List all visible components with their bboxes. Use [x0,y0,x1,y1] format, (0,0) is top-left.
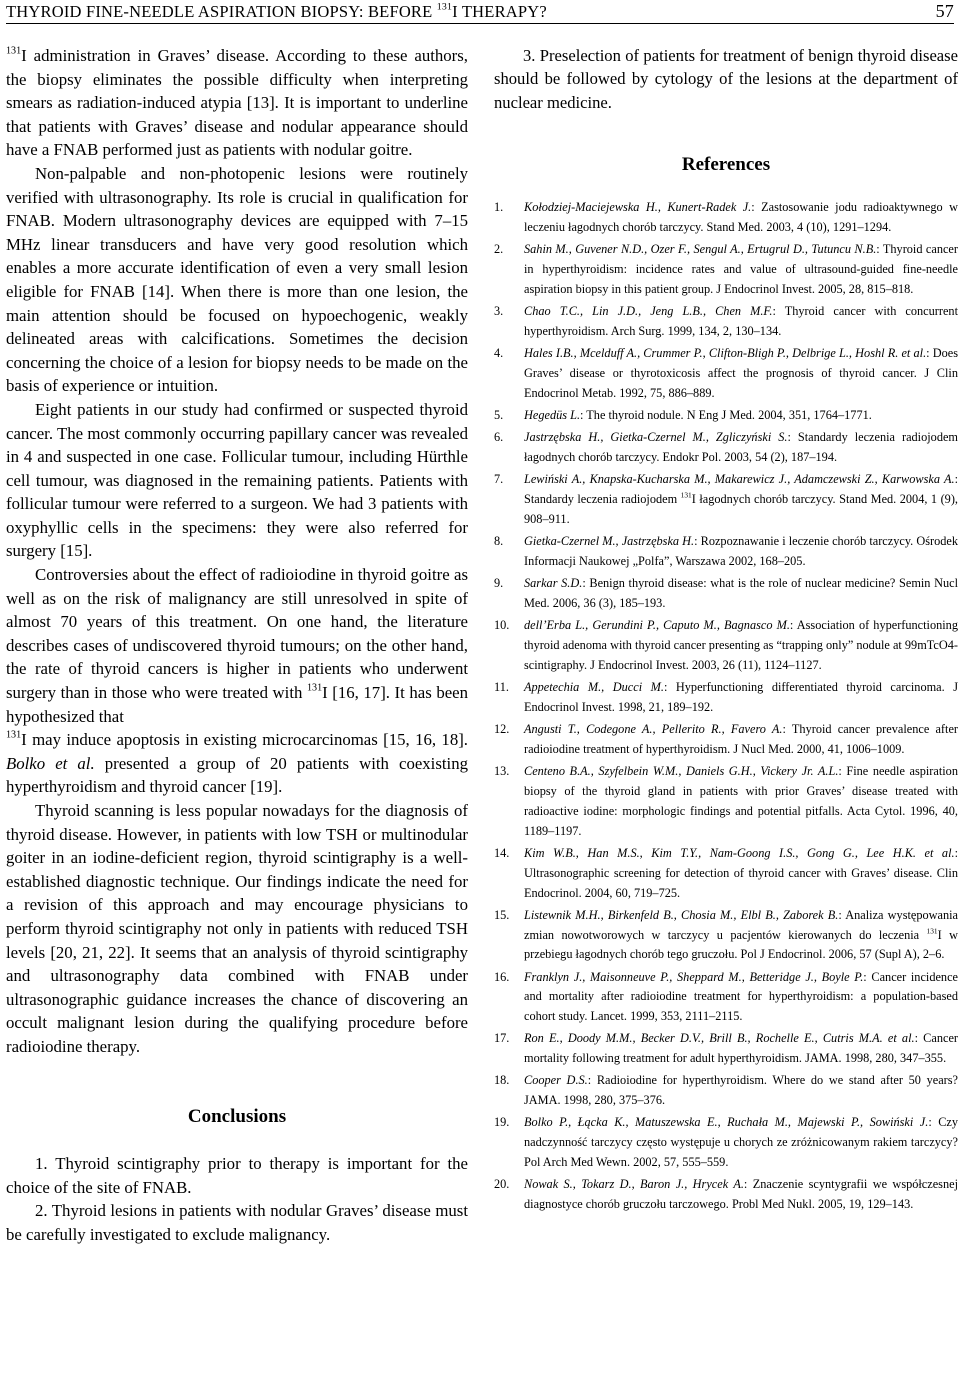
reference-number: 5. [494,408,504,423]
reference-item [494,406,958,426]
reference-authors: Hales I.B., Mcelduff A., Crummer P., Clifton-Bligh P., Delbrige L., Hoshl R. et al. [524,346,927,361]
reference-authors: dell’Erba L., Gerundini P., Caputo M., Bagnasco M. [524,618,790,633]
reference-text: : Znaczenie scyntygrafii we współczesnej diagnostyce chorób gruczołu tarczowego. Probl Med Nukl. 2005, 19, 129–143. [524,1177,958,1212]
reference-item [494,302,958,342]
reference-number: 4. [494,346,504,361]
paragraph-text: presented a group of 20 patients with coexisting hyperthyroidism and thyroid cancer [19]. [6,753,468,797]
reference-item [494,906,958,966]
header-rule [6,23,954,24]
reference-item [494,470,958,530]
reference-text: : Standardy leczenia radiojodem [524,472,958,507]
running-header [6,0,954,24]
reference-number: 10. [494,618,510,633]
isotope-superscript: 131 [306,682,323,694]
paragraph-controversies [6,563,468,799]
reference-number: 3. [494,304,504,319]
reference-number: 6. [494,430,504,445]
reference-authors: Cooper D.S. [524,1073,588,1088]
reference-text: : Thyroid cancer in hyperthyroidism: incidence rates and value of ultrasound-guided fine-needle aspiration biopsy in this patient group. J Endocrinol Invest. 2005, 28, 815–818. [524,242,958,297]
running-title-text: THYROID FINE-NEEDLE ASPIRATION BIOPSY: BEFORE [6,2,437,21]
reference-authors: Chao T.C., Lin J.D., Jeng L.B., Chen M.F. [524,304,773,319]
reference-text: : Thyroid cancer with concurrent hyperthyroidism. Arch Surg. 1999, 134, 2, 130–134. [524,304,958,339]
reference-item [494,720,958,760]
reference-text: : Czy nadczynność tarczycy często występuje u chorych ze zróżnicowanym rakiem tarczycy? Pol Arch Med Wewn. 2002, 57, 555–559. [524,1115,958,1170]
reference-number: 12. [494,721,510,736]
paragraph-text: I administration in Graves’ disease. According to these authors, the biopsy eliminates the possible difficulty when interpreting smears as radiation-induced atypia [13]. It is important to underline that patients with Graves’ disease and nodular appearance should have a FNAB performed just as patients with nodular goitre. [6,46,468,160]
reference-number: 7. [494,472,504,487]
reference-authors: Ron E., Doody M.M., Becker D.V., Brill B., Rochelle E., Cutris M.A. et al. [524,1031,915,1046]
reference-text-end: I łagodnych chorób tarczycy. Stand Med. 2004, 1 (9), 908–911. [524,492,959,526]
conclusion-item-3: 3. Preselection of patients for treatment of benign thyroid disease should be followed by cytology of the lesions at the department of nuclear medicine. [494,46,958,112]
reference-text: : The thyroid nodule. N Eng J Med. 2004, 351, 1764–1771. [580,408,872,423]
reference-authors: Angusti T., Codegone A., Pellerito R., Favero A. [524,721,783,736]
reference-authors: Lewiński A., Knapska-Kucharska M., Makarewicz J., Adamczewski Z., Karwowska A. [524,472,955,487]
reference-item [494,574,958,614]
reference-item [494,198,958,238]
isotope-superscript: 131 [6,45,22,57]
reference-text-end: I w przebiegu łagodnych chorób tego gruczołu. Pol J Endocrinol. 2006, 57 (Supl A), 2–6. [524,927,958,962]
paragraph-ultrasonography: Non-palpable and non-photopenic lesions were routinely verified with ultrasonography. Its role is crucial in qualification for FNAB. Modern ultrasonography devices are equipped with 7–15 MHz linear transducers and have very good resolution which enables a more accurate identification of even a very small lesion eligible for FNAB [14]. When there is more than one lesion, the main attention should be focused on hypoechogenic, weakly delineated areas with calcifications. Sometimes the decision concerning the choice of a lesion for biopsy needs to be made on the basis of experience or intuition. [6,163,468,396]
reference-number: 9. [494,576,504,591]
paragraph-graves-biopsy [6,44,468,162]
conclusions-heading: Conclusions [187,1105,287,1127]
left-column [6,44,468,1247]
reference-text: : Rozpoznawanie i leczenie chorób tarczycy. Ośrodek Informacji Naukowej „Polfa”, Warszawa 2002, 168–205. [524,534,958,568]
reference-item [494,762,958,842]
reference-item [494,968,958,1028]
reference-item [494,344,958,404]
reference-number: 19. [494,1115,510,1130]
isotope-superscript: 131 [6,729,22,741]
reference-authors: Appetechia M., Ducci M. [524,679,664,694]
reference-authors: Kołodziej-Maciejewska H., Kunert-Radek J. [524,200,752,215]
reference-text: : Association of hyperfunctioning thyroid adenoma with thyroid cancer presenting as “trapping only” nodule at 99mTcO4- scintigraphy. J Endocrinol Invest. 2003, 26 (11), 1124–1127. [524,618,958,672]
right-column [494,44,958,1217]
reference-authors: Franklyn J., Maisonneuve P., Sheppard M., Betteridge J., Boyle P. [524,969,864,984]
reference-text: : Analiza występowania zmian nowotworowych w tarczycy u pacjentów kierowanych do leczenia [524,907,959,942]
reference-item [494,1071,958,1111]
reference-number: 17. [494,1031,510,1046]
running-title-text-end: I THERAPY? [452,2,547,21]
reference-text: : Cancer mortality following treatment for adult hyperthyroidism. JAMA. 1998, 280, 347–355. [524,1031,958,1066]
conclusion-item-2: 2. Thyroid lesions in patients with nodular Graves’ disease must be carefully investigated to exclude malignancy. [6,1201,468,1244]
reference-text: : Ultrasonographic screening for detection of thyroid cancer with Graves’ disease. Clin Endocrinol. 2004, 60, 719–725. [524,845,958,900]
paragraph-text: Controversies about the effect of radioiodine in thyroid goitre as well as on the risk of malignancy are still unresolved in spite of almost 70 years of this treatment. On one hand, the literature describes cases of undiscovered thyroid tumours; on the other hand, the rate of thyroid cancers is higher in patients who underwent surgery than in those who were treated with [6,565,468,703]
reference-text: : Cancer incidence and mortality after radioiodine treatment for hyperthyroidism: a population-based cohort study. Lancet. 1999, 353, 2111–2115. [524,969,958,1024]
reference-item [494,616,958,676]
reference-number: 18. [494,1073,510,1088]
reference-authors: Sahin M., Guvener N.D., Ozer F., Sengul A., Ertugrul D., Tutuncu N.B. [524,242,877,257]
paragraph-text: I may induce apoptosis in existing microcarcinomas [15, 16, 18]. [21,730,468,750]
reference-number: 8. [494,534,504,549]
reference-item [494,678,958,718]
reference-authors: Bolko P., Łącka K., Matuszewska E., Ruchała M., Majewski P., Sowiński J. [524,1115,929,1130]
reference-number: 13. [494,763,510,778]
references-list [494,198,958,1215]
reference-number: 14. [494,845,510,860]
paragraph-text: I [16, 17]. It has been hypothesized that [6,683,468,726]
reference-authors: Nowak S., Tokarz D., Baron J., Hrycek A. [524,1177,744,1192]
isotope-superscript: 131 [926,926,938,936]
citation-italic: Bolko et al. [6,753,95,773]
reference-item [494,240,958,300]
reference-text: : Benign thyroid disease: what is the role of nuclear medicine? Semin Nucl Med. 2006, 36 (3), 185–193. [524,576,958,610]
reference-text: : Hyperfunctioning differentiated thyroid carcinoma. J Endocrinol Invest. 1998, 21, 189–192. [524,679,958,714]
reference-text: : Fine needle aspiration biopsy of the thyroid gland in patients with prior Graves’ disease treated with radioactive iodine: morphologic findings and potential pitfalls. Acta Cytol. 1996, 40, 1189–1197. [524,763,958,838]
reference-authors: Kim W.B., Han M.S., Kim T.Y., Nam-Goong I.S., Gong G., Lee H.K. et al. [524,845,955,860]
reference-authors: Listewnik M.H., Birkenfeld B., Chosia M., Elbl B., Zaborek B. [524,907,839,922]
reference-number: 2. [494,242,504,257]
reference-text: : Thyroid cancer prevalence after radioiodine treatment of hyperthyroidism. J Nucl Med. 2000, 41, 1006–1009. [524,721,959,756]
reference-item [494,428,958,468]
references-heading: References [681,154,771,176]
running-title [6,1,547,23]
reference-number: 1. [494,200,504,215]
running-title-superscript: 131 [436,1,453,13]
page-number: 57 [935,1,954,21]
reference-number: 20. [494,1177,510,1192]
reference-authors: Sarkar S.D. [524,576,583,591]
reference-item [494,1029,958,1069]
isotope-superscript: 131 [680,490,692,500]
reference-number: 11. [494,679,509,694]
reference-item [494,1175,958,1215]
reference-authors: Centeno B.A., Szyfelbein W.M., Daniels G.H., Vickery Jr. A.L. [524,763,839,778]
reference-authors: Gietka-Czernel M., Jastrzębska H. [524,534,695,549]
reference-text: : Standardy leczenia radiojodem łagodnych chorób tarczycy. Endokr Pol. 2003, 54 (2), 187–194. [524,430,958,465]
reference-number: 15. [494,907,510,922]
reference-number: 16. [494,969,510,984]
reference-text: : Does Graves’ disease or thyrotoxicosis affect the prognosis of thyroid cancer. J Clin Endocrinol Metab. 1992, 75, 886–889. [524,346,958,400]
reference-authors: Hegedüs L. [524,408,581,423]
reference-text: : Radioiodine for hyperthyroidism. Where do we stand after 50 years? JAMA. 1998, 280, 375–376. [524,1073,958,1108]
reference-item [494,844,958,904]
reference-item [494,532,958,572]
reference-text: : Zastosowanie jodu radioaktywnego w leczeniu łagodnych chorób tarczycy. Stand Med. 2003, 4 (10), 1291–1294. [524,200,958,235]
paragraph-scintigraphy: Thyroid scanning is less popular nowadays for the diagnosis of thyroid disease. However, in patients with low TSH or multinodular goiter in an iodine-deficient region, thyroid scintigraphy is a well-established diagnostic technique. Our findings indicate the need for a revision of this approach and may encourage physicians to perform thyroid scintigraphy not only in patients with reduced TSH levels [20, 21, 22]. It seems that an analysis of thyroid scintigraphy and ultrasonography data combined with FNAB under ultrasonographic guidance increases the chance of discovering an occult malignant lesion during the qualifying procedure before radioiodine therapy. [6,801,468,1056]
conclusion-item-1: 1. Thyroid scintigraphy prior to therapy is important for the choice of the site of FNAB. [6,1154,468,1197]
reference-authors: Jastrzębska H., Gietka-Czernel M., Zgliczyński S. [524,430,788,445]
paragraph-thyroid-cancer: Eight patients in our study had confirmed or suspected thyroid cancer. The most commonly occurring papillary cancer was revealed in 4 and suspected in one case. Follicular tumour, including Hürthle cell tumour, was diagnosed in the remaining patients. Patients with follicular tumour were referred to a surgeon. We had 3 patients with oxyphyllic cells in the specimens: they were also referred for surgery [15]. [6,399,468,561]
reference-item [494,1113,958,1173]
